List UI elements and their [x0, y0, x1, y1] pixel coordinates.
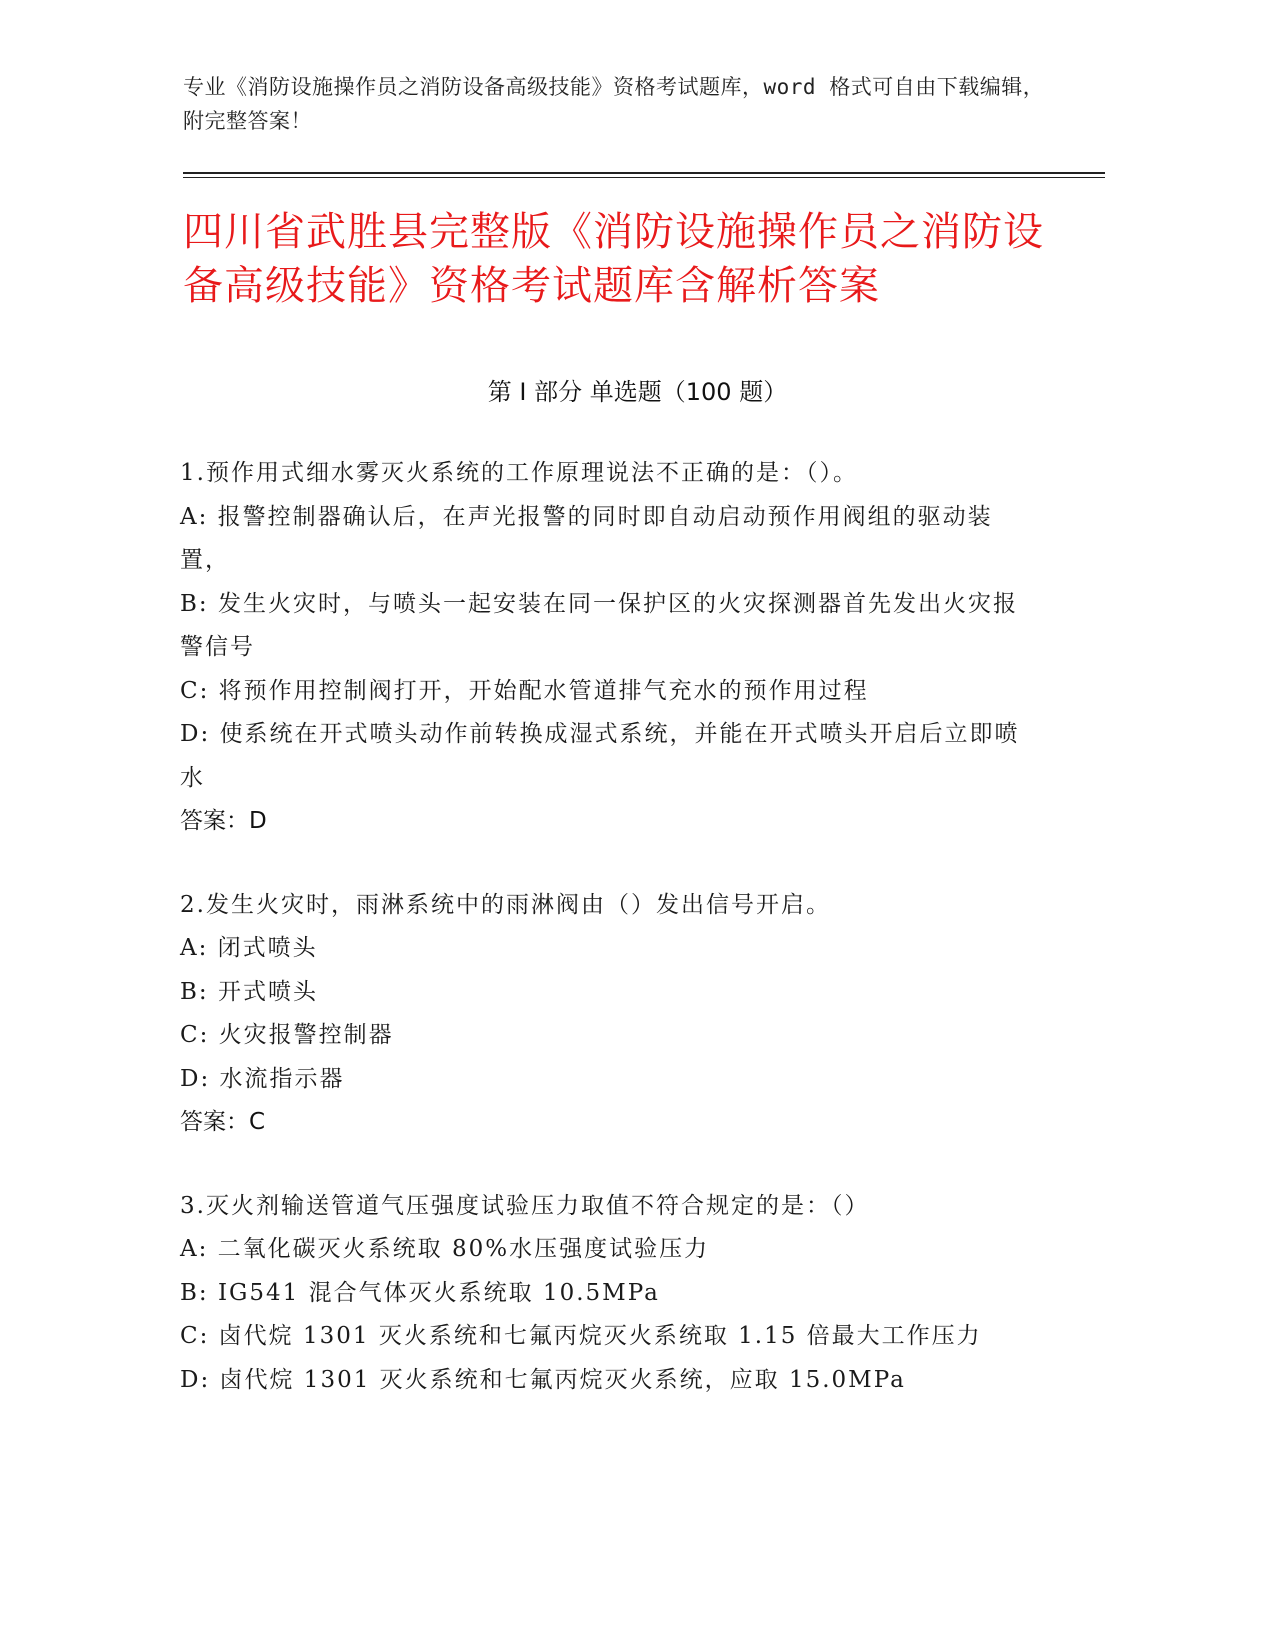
answer: 答案：C: [180, 1109, 266, 1135]
option-d: D: 水流指示器: [180, 1065, 345, 1092]
answer: 答案：D: [180, 808, 267, 834]
option-b: B: 发生火灾时，与喷头一起安装在同一保护区的火灾探测器首先发出火灾报警信号: [180, 590, 1018, 660]
option-d: D: 卤代烷 1301 灭火系统和七氟丙烷灭火系统，应取 15.0MPa: [180, 1366, 906, 1393]
header-note: 专业《消防设施操作员之消防设备高级技能》资格考试题库，word 格式可自由下载编辑，附完整答案！: [183, 75, 1045, 133]
section-heading: 第 I 部分 单选题（100 题）: [487, 378, 788, 406]
document-header: [183, 70, 1063, 138]
option-b: B: IG541 混合气体灭火系统取 10.5MPa: [180, 1279, 660, 1306]
question-2: [180, 884, 1040, 1145]
option-c: C: 卤代烷 1301 灭火系统和七氟丙烷灭火系统取 1.15 倍最大工作压力: [180, 1323, 982, 1349]
header-divider: [183, 172, 1105, 178]
document-title: 四川省武胜县完整版《消防设施操作员之消防设备高级技能》资格考试题库含解析答案: [183, 209, 1044, 309]
question-list: [180, 452, 1040, 1442]
option-b: B: 开式喷头: [180, 978, 318, 1005]
option-a: A: 闭式喷头: [180, 935, 318, 961]
question-1: [180, 452, 1040, 844]
option-a: A: 二氧化碳灭火系统取 80%水压强度试验压力: [180, 1236, 710, 1262]
question-stem: 3.灭火剂输送管道气压强度试验压力取值不符合规定的是：（）: [180, 1192, 870, 1219]
option-a: A: 报警控制器确认后，在声光报警的同时即自动启动预作用阀组的驱动装置，: [180, 503, 993, 573]
option-c: C: 将预作用控制阀打开，开始配水管道排气充水的预作用过程: [180, 677, 869, 704]
option-c: C: 火灾报警控制器: [180, 1022, 394, 1048]
option-d: D: 使系统在开式喷头动作前转换成湿式系统，并能在开式喷头开启后立即喷水: [180, 721, 1020, 791]
question-stem: 2.发生火灾时，雨淋系统中的雨淋阀由（）发出信号开启。: [180, 891, 831, 918]
question-stem: 1.预作用式细水雾灭火系统的工作原理说法不正确的是：（）。: [180, 460, 858, 486]
question-3: [180, 1185, 1040, 1403]
